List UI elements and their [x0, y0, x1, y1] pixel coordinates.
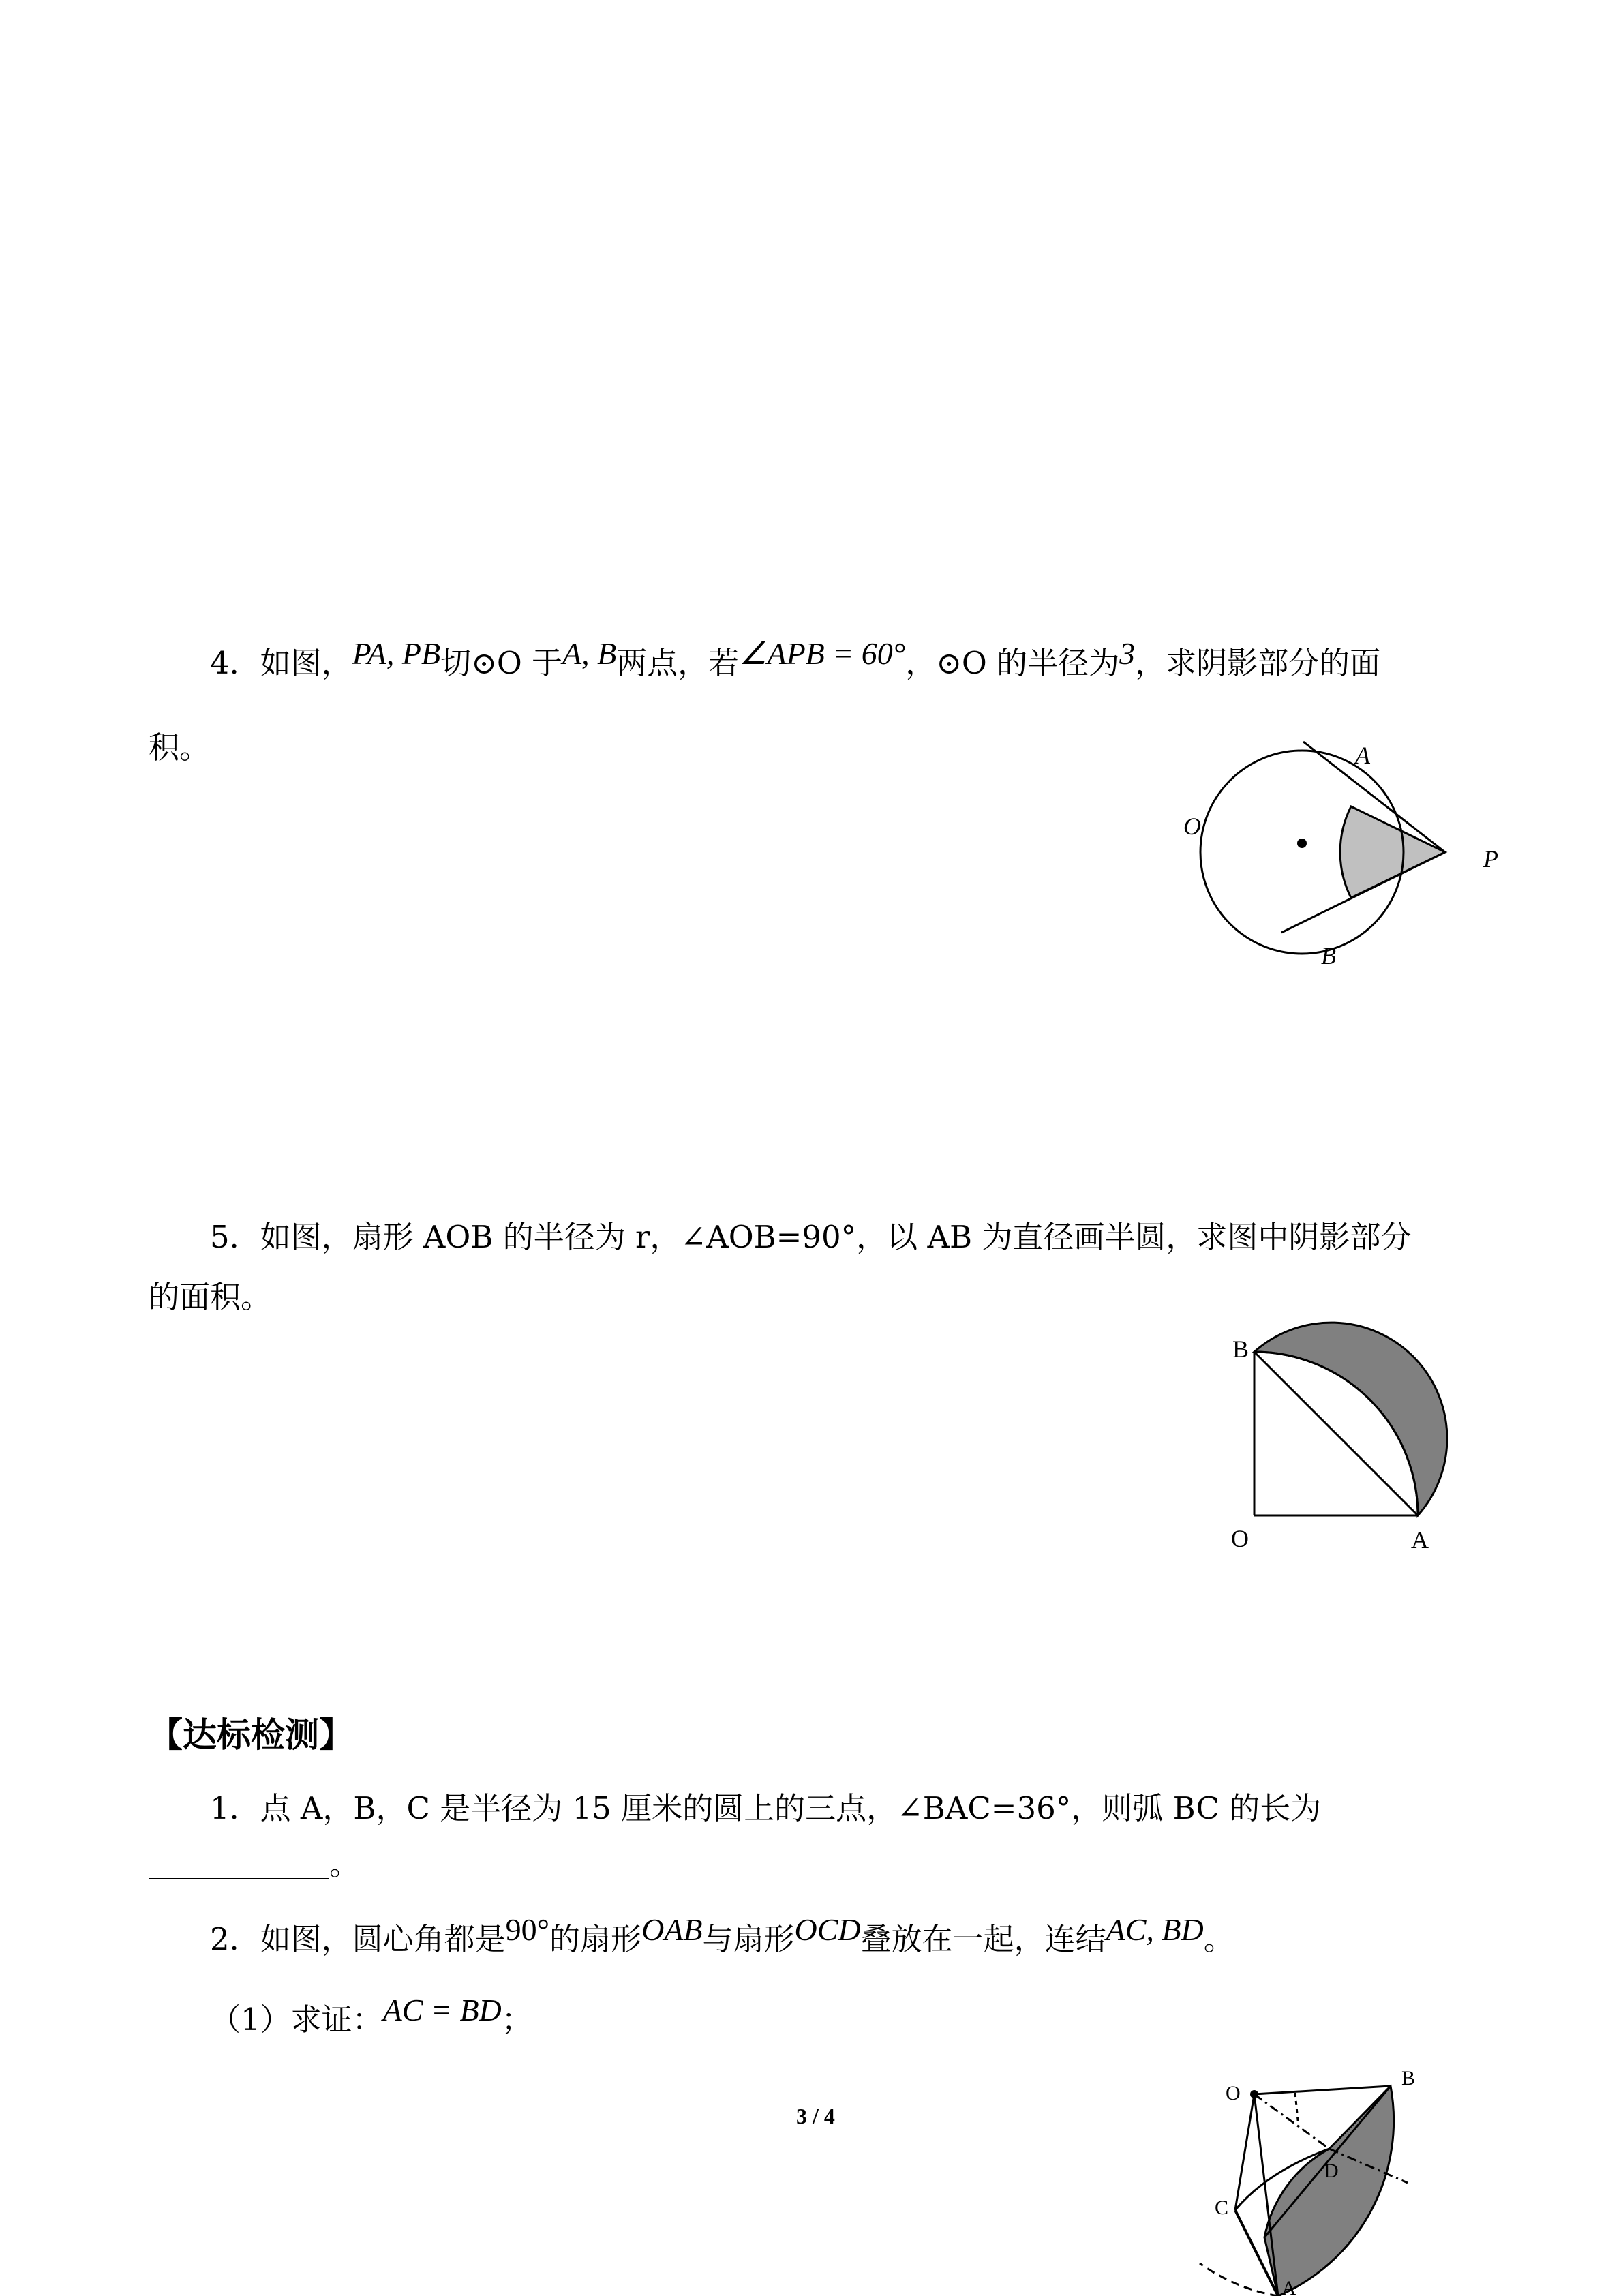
t2-label-d: D	[1324, 2160, 1339, 2182]
q4-pa-pb: PA, PB	[352, 636, 441, 671]
q5-figure	[1213, 1319, 1500, 1571]
q4-shaded-region	[1340, 806, 1445, 898]
t2-sub1-end: ；	[501, 2002, 532, 2038]
t2-oab: OAB	[641, 1912, 703, 1947]
t2-sub1-expr: AC = BD	[382, 1993, 502, 2027]
q4-text-2: 两点，若	[616, 645, 740, 681]
q4-figure	[1159, 723, 1513, 975]
q4-angle: ∠APB = 60°	[739, 636, 906, 671]
t2-center-dot	[1250, 2090, 1258, 2098]
t2-label-a: A	[1281, 2277, 1296, 2296]
q4-text-1: 切⊙O 于	[440, 645, 563, 681]
t2-ocd: OCD	[794, 1912, 861, 1947]
page-number: 3 / 4	[796, 2104, 835, 2128]
q5-shaded-lune	[1254, 1323, 1447, 1515]
q4-a-b: A, B	[562, 636, 617, 671]
t2-line-oa	[1254, 2094, 1278, 2296]
q4-label-b: B	[1321, 942, 1336, 969]
t2-sub1	[210, 1993, 532, 2038]
t2-dashed-arc	[1200, 2263, 1278, 2296]
q4-text-4: ，求阴影部分的面	[1135, 645, 1381, 681]
q5-line2: 的面积。	[149, 1279, 272, 1315]
t1-line2	[149, 1846, 361, 1882]
t2-line-ob	[1254, 2086, 1391, 2094]
q4-label-p: P	[1483, 845, 1498, 873]
q4-text-3: ，⊙O 的半径为	[905, 645, 1120, 681]
q5-label-b: B	[1232, 1335, 1249, 1363]
t2-label-o: O	[1226, 2082, 1241, 2104]
t2-ac-bd: AC, BD	[1106, 1912, 1204, 1947]
t2-text-2: 的扇形	[549, 1921, 642, 1957]
q5-label-o: O	[1231, 1525, 1249, 1552]
q4-center-dot	[1297, 839, 1307, 848]
q5-label-a: A	[1411, 1526, 1429, 1554]
t2-label-b: B	[1401, 2067, 1416, 2089]
t1-line1: 1．点 A，B，C 是半径为 15 厘米的圆上的三点，∠BAC=36°，则弧 BC 的长为	[210, 1790, 1322, 1826]
section-title: 【达标检测】	[149, 1715, 353, 1755]
q5-line1: 5．如图，扇形 AOB 的半径为 r，∠AOB=90°，以 AB 为直径画半圆，求图中阴影部分	[210, 1219, 1412, 1255]
t2-shaded-annulus	[1264, 2086, 1394, 2296]
t2-sub1-label: （1）求证：	[210, 2002, 383, 2038]
q4-label-o: O	[1183, 813, 1201, 840]
q4-label-a: A	[1355, 742, 1370, 769]
t2-text-5: 。	[1203, 1921, 1234, 1957]
t2-text-1: 2．如图，圆心角都是	[210, 1921, 506, 1957]
q4-radius: 3	[1119, 636, 1136, 671]
t1-end: 。	[329, 1846, 361, 1882]
t2-line-od	[1254, 2094, 1329, 2149]
t2-degree: 90°	[505, 1912, 550, 1947]
t2-figure	[1172, 2059, 1459, 2296]
q4-line1	[210, 636, 1381, 681]
t2-label-c: C	[1215, 2196, 1229, 2219]
t2-dotted-tick	[1295, 2093, 1299, 2127]
t2-text-4: 叠放在一起，连结	[860, 1921, 1106, 1957]
q4-number: 4．如图，	[210, 645, 352, 681]
q4-line2: 积。	[149, 729, 211, 766]
t2-text-3: 与扇形	[702, 1921, 795, 1957]
t1-answer-blank[interactable]	[149, 1851, 329, 1879]
t2-line1	[210, 1912, 1234, 1957]
